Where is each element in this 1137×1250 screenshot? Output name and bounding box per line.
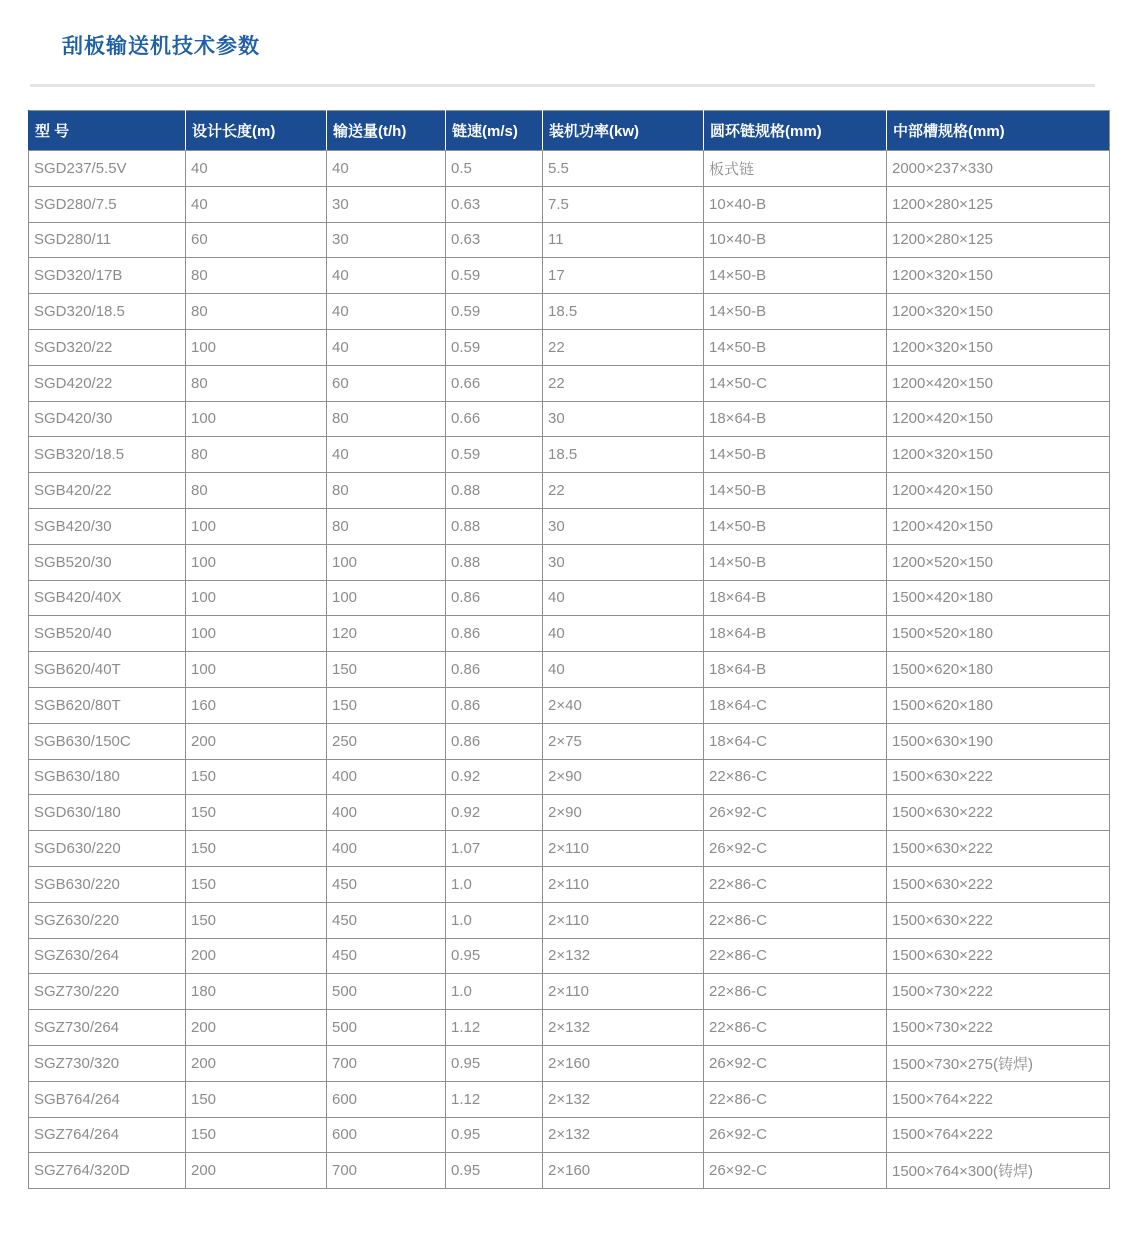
table-cell: SGD280/7.5 xyxy=(29,186,186,222)
table-row xyxy=(29,795,1110,831)
table-cell: 22 xyxy=(543,473,704,509)
table-row xyxy=(29,616,1110,652)
table-cell: 400 xyxy=(327,831,446,867)
table-cell: 1.0 xyxy=(446,866,543,902)
table-cell: SGD420/30 xyxy=(29,401,186,437)
table-cell: 1500×520×180 xyxy=(887,616,1110,652)
table-cell: 2×90 xyxy=(543,795,704,831)
table-cell: 1200×520×150 xyxy=(887,544,1110,580)
table-cell: 200 xyxy=(186,938,327,974)
table-cell: 2×132 xyxy=(543,1081,704,1117)
table-cell: 14×50-B xyxy=(704,329,887,365)
table-cell: 0.59 xyxy=(446,258,543,294)
table-cell: 150 xyxy=(327,687,446,723)
table-row xyxy=(29,437,1110,473)
header-cell: 中部槽规格(mm) xyxy=(887,111,1110,151)
title-divider xyxy=(30,84,1095,87)
table-cell: SGB420/30 xyxy=(29,508,186,544)
table-cell: 18×64-C xyxy=(704,723,887,759)
table-cell: SGB630/150C xyxy=(29,723,186,759)
table-cell: 100 xyxy=(186,616,327,652)
table-row xyxy=(29,687,1110,723)
table-cell: 60 xyxy=(186,222,327,258)
table-row xyxy=(29,222,1110,258)
table-cell: SGB620/40T xyxy=(29,652,186,688)
table-cell: 1200×420×150 xyxy=(887,401,1110,437)
table-cell: 1500×630×222 xyxy=(887,831,1110,867)
table-cell: SGD320/22 xyxy=(29,329,186,365)
table-row xyxy=(29,365,1110,401)
table-cell: 30 xyxy=(327,186,446,222)
table-cell: 80 xyxy=(327,508,446,544)
table-cell: 150 xyxy=(186,831,327,867)
table-cell: 22 xyxy=(543,329,704,365)
table-cell: 100 xyxy=(186,652,327,688)
table-cell: 14×50-B xyxy=(704,294,887,330)
table-cell: 80 xyxy=(327,401,446,437)
table-cell: 40 xyxy=(327,258,446,294)
table-cell: SGZ764/264 xyxy=(29,1117,186,1153)
table-cell: 40 xyxy=(327,437,446,473)
header-cell: 链速(m/s) xyxy=(446,111,543,151)
header-cell: 设计长度(m) xyxy=(186,111,327,151)
table-cell: 0.95 xyxy=(446,1153,543,1189)
table-cell: 100 xyxy=(186,329,327,365)
table-cell: 0.59 xyxy=(446,294,543,330)
header-cell: 输送量(t/h) xyxy=(327,111,446,151)
table-cell: 200 xyxy=(186,723,327,759)
table-cell: 40 xyxy=(186,186,327,222)
table-cell: 450 xyxy=(327,866,446,902)
table-cell: 120 xyxy=(327,616,446,652)
table-cell: 22 xyxy=(543,365,704,401)
spec-table xyxy=(28,110,1110,1189)
table-cell: SGZ730/264 xyxy=(29,1010,186,1046)
table-cell: 150 xyxy=(186,902,327,938)
table-row xyxy=(29,831,1110,867)
table-cell: 700 xyxy=(327,1153,446,1189)
table-cell: 30 xyxy=(543,508,704,544)
table-cell: 0.95 xyxy=(446,1117,543,1153)
table-cell: SGB630/220 xyxy=(29,866,186,902)
table-cell: 40 xyxy=(327,151,446,187)
table-row xyxy=(29,723,1110,759)
table-row xyxy=(29,473,1110,509)
table-cell: 0.95 xyxy=(446,938,543,974)
table-cell: SGB320/18.5 xyxy=(29,437,186,473)
table-row xyxy=(29,1153,1110,1189)
table-cell: 2×90 xyxy=(543,759,704,795)
page-title: 刮板输送机技术参数 xyxy=(62,35,260,58)
table-cell: SGD630/220 xyxy=(29,831,186,867)
table-cell: 0.92 xyxy=(446,795,543,831)
table-cell: 1500×764×300(铸焊) xyxy=(887,1153,1110,1189)
table-cell: SGD630/180 xyxy=(29,795,186,831)
table-cell: SGB764/264 xyxy=(29,1081,186,1117)
table-cell: 30 xyxy=(327,222,446,258)
table-row xyxy=(29,974,1110,1010)
table-cell: 80 xyxy=(186,294,327,330)
table-row xyxy=(29,258,1110,294)
table-cell: 7.5 xyxy=(543,186,704,222)
table-cell: 22×86-C xyxy=(704,1081,887,1117)
header-cell: 装机功率(kw) xyxy=(543,111,704,151)
table-cell: 14×50-B xyxy=(704,544,887,580)
table-cell: 0.88 xyxy=(446,508,543,544)
header-row xyxy=(29,111,1110,151)
table-cell: 26×92-C xyxy=(704,1117,887,1153)
table-cell: 0.59 xyxy=(446,329,543,365)
table-cell: 14×50-B xyxy=(704,473,887,509)
table-cell: SGZ730/320 xyxy=(29,1045,186,1081)
table-cell: 1200×320×150 xyxy=(887,437,1110,473)
table-row xyxy=(29,652,1110,688)
table-cell: 22×86-C xyxy=(704,1010,887,1046)
table-row xyxy=(29,544,1110,580)
table-cell: 0.66 xyxy=(446,365,543,401)
table-cell: 500 xyxy=(327,974,446,1010)
table-cell: 18×64-C xyxy=(704,687,887,723)
table-cell: 200 xyxy=(186,1153,327,1189)
table-cell: 0.59 xyxy=(446,437,543,473)
table-cell: 18.5 xyxy=(543,294,704,330)
table-row xyxy=(29,186,1110,222)
table-cell: 100 xyxy=(327,580,446,616)
table-cell: 14×50-C xyxy=(704,365,887,401)
table-cell: 10×40-B xyxy=(704,222,887,258)
table-cell: 60 xyxy=(327,365,446,401)
table-cell: 200 xyxy=(186,1010,327,1046)
table-cell: 100 xyxy=(186,401,327,437)
table-cell: 2×75 xyxy=(543,723,704,759)
table-cell: 1500×630×222 xyxy=(887,902,1110,938)
table-cell: SGZ730/220 xyxy=(29,974,186,1010)
table-cell: 500 xyxy=(327,1010,446,1046)
table-cell: 5.5 xyxy=(543,151,704,187)
table-cell: 1.0 xyxy=(446,902,543,938)
table-cell: 400 xyxy=(327,759,446,795)
table-cell: SGB520/40 xyxy=(29,616,186,652)
table-cell: SGZ764/320D xyxy=(29,1153,186,1189)
table-cell: 2×132 xyxy=(543,938,704,974)
table-cell: 160 xyxy=(186,687,327,723)
table-cell: SGB420/22 xyxy=(29,473,186,509)
table-cell: 2×132 xyxy=(543,1117,704,1153)
table-cell: 2000×237×330 xyxy=(887,151,1110,187)
table-cell: 0.66 xyxy=(446,401,543,437)
table-cell: 26×92-C xyxy=(704,795,887,831)
table-cell: 0.86 xyxy=(446,723,543,759)
table-cell: 26×92-C xyxy=(704,1045,887,1081)
table-cell: 2×160 xyxy=(543,1045,704,1081)
table-cell: 1200×320×150 xyxy=(887,294,1110,330)
table-cell: 30 xyxy=(543,544,704,580)
table-cell: 40 xyxy=(543,616,704,652)
table-cell: 1.0 xyxy=(446,974,543,1010)
table-row xyxy=(29,329,1110,365)
table-cell: 1.12 xyxy=(446,1081,543,1117)
table-row xyxy=(29,866,1110,902)
table-cell: 26×92-C xyxy=(704,1153,887,1189)
table-cell: 14×50-B xyxy=(704,258,887,294)
table-cell: 0.95 xyxy=(446,1045,543,1081)
table-cell: 1200×420×150 xyxy=(887,508,1110,544)
table-cell: 0.86 xyxy=(446,580,543,616)
table-cell: 150 xyxy=(186,1081,327,1117)
table-cell: 18×64-B xyxy=(704,652,887,688)
table-cell: SGZ630/264 xyxy=(29,938,186,974)
table-cell: 18.5 xyxy=(543,437,704,473)
table-cell: 1500×620×180 xyxy=(887,652,1110,688)
table-cell: 1500×630×222 xyxy=(887,938,1110,974)
table-cell: 1500×630×222 xyxy=(887,759,1110,795)
table-cell: 17 xyxy=(543,258,704,294)
table-cell: 600 xyxy=(327,1081,446,1117)
table-cell: 22×86-C xyxy=(704,938,887,974)
table-cell: SGB520/30 xyxy=(29,544,186,580)
table-row xyxy=(29,902,1110,938)
table-row xyxy=(29,401,1110,437)
table-cell: 100 xyxy=(186,580,327,616)
table-cell: 40 xyxy=(327,294,446,330)
table-cell: 0.5 xyxy=(446,151,543,187)
table-cell: 1500×620×180 xyxy=(887,687,1110,723)
table-row xyxy=(29,938,1110,974)
table-cell: 1500×630×190 xyxy=(887,723,1110,759)
table-cell: 18×64-B xyxy=(704,616,887,652)
table-row xyxy=(29,508,1110,544)
table-cell: 80 xyxy=(186,365,327,401)
table-cell: 1200×280×125 xyxy=(887,222,1110,258)
table-cell: 80 xyxy=(327,473,446,509)
table-cell: 1500×730×222 xyxy=(887,974,1110,1010)
table-cell: 26×92-C xyxy=(704,831,887,867)
table-cell: 1200×320×150 xyxy=(887,329,1110,365)
table-cell: 2×160 xyxy=(543,1153,704,1189)
table-cell: 11 xyxy=(543,222,704,258)
table-cell: 1500×730×222 xyxy=(887,1010,1110,1046)
table-cell: 40 xyxy=(186,151,327,187)
table-cell: 2×110 xyxy=(543,902,704,938)
table-cell: 150 xyxy=(186,866,327,902)
table-cell: 1200×420×150 xyxy=(887,473,1110,509)
table-cell: 10×40-B xyxy=(704,186,887,222)
table-cell: 22×86-C xyxy=(704,759,887,795)
table-cell: 80 xyxy=(186,437,327,473)
table-cell: 400 xyxy=(327,795,446,831)
table-cell: 2×110 xyxy=(543,831,704,867)
table-cell: 板式链 xyxy=(704,151,887,187)
table-cell: 2×132 xyxy=(543,1010,704,1046)
table-cell: 250 xyxy=(327,723,446,759)
table-cell: 150 xyxy=(186,795,327,831)
table-cell: 150 xyxy=(186,1117,327,1153)
table-cell: 1200×420×150 xyxy=(887,365,1110,401)
table-cell: 1200×280×125 xyxy=(887,186,1110,222)
table-cell: 1500×630×222 xyxy=(887,866,1110,902)
table-cell: 100 xyxy=(186,508,327,544)
table-cell: 450 xyxy=(327,938,446,974)
table-cell: 0.86 xyxy=(446,687,543,723)
table-cell: 80 xyxy=(186,258,327,294)
table-cell: 1.12 xyxy=(446,1010,543,1046)
table-cell: 14×50-B xyxy=(704,508,887,544)
table-cell: 0.86 xyxy=(446,616,543,652)
table-cell: 1500×630×222 xyxy=(887,795,1110,831)
table-cell: 40 xyxy=(327,329,446,365)
table-cell: 22×86-C xyxy=(704,902,887,938)
table-cell: SGZ630/220 xyxy=(29,902,186,938)
table-cell: 22×86-C xyxy=(704,866,887,902)
table-cell: 2×40 xyxy=(543,687,704,723)
table-cell: 80 xyxy=(186,473,327,509)
table-row xyxy=(29,1117,1110,1153)
table-cell: 1500×730×275(铸焊) xyxy=(887,1045,1110,1081)
table-cell: SGD320/18.5 xyxy=(29,294,186,330)
table-cell: 100 xyxy=(327,544,446,580)
table-cell: SGD237/5.5V xyxy=(29,151,186,187)
table-cell: SGB420/40X xyxy=(29,580,186,616)
table-cell: 0.63 xyxy=(446,222,543,258)
table-row xyxy=(29,1010,1110,1046)
table-cell: 150 xyxy=(327,652,446,688)
table-cell: 0.92 xyxy=(446,759,543,795)
table-cell: 0.63 xyxy=(446,186,543,222)
table-cell: SGD320/17B xyxy=(29,258,186,294)
table-cell: 200 xyxy=(186,1045,327,1081)
table-cell: 1.07 xyxy=(446,831,543,867)
table-cell: 0.86 xyxy=(446,652,543,688)
header-cell: 型 号 xyxy=(29,111,186,151)
table-cell: 0.88 xyxy=(446,544,543,580)
table-cell: 14×50-B xyxy=(704,437,887,473)
table-cell: SGD420/22 xyxy=(29,365,186,401)
table-cell: SGB630/180 xyxy=(29,759,186,795)
table-row xyxy=(29,759,1110,795)
table-cell: 450 xyxy=(327,902,446,938)
table-cell: 40 xyxy=(543,580,704,616)
table-row xyxy=(29,1045,1110,1081)
table-cell: 700 xyxy=(327,1045,446,1081)
table-cell: 100 xyxy=(186,544,327,580)
header-cell: 圆环链规格(mm) xyxy=(704,111,887,151)
table-row xyxy=(29,1081,1110,1117)
table-body xyxy=(29,151,1110,1189)
table-row xyxy=(29,151,1110,187)
table-cell: 22×86-C xyxy=(704,974,887,1010)
table-cell: SGD280/11 xyxy=(29,222,186,258)
table-cell: 1500×764×222 xyxy=(887,1117,1110,1153)
table-cell: 600 xyxy=(327,1117,446,1153)
table-cell: 1500×764×222 xyxy=(887,1081,1110,1117)
table-cell: 1200×320×150 xyxy=(887,258,1110,294)
table-cell: 18×64-B xyxy=(704,401,887,437)
table-cell: 180 xyxy=(186,974,327,1010)
table-cell: 2×110 xyxy=(543,974,704,1010)
table-cell: 150 xyxy=(186,759,327,795)
table-cell: SGB620/80T xyxy=(29,687,186,723)
table-cell: 30 xyxy=(543,401,704,437)
table-cell: 2×110 xyxy=(543,866,704,902)
table-cell: 1500×420×180 xyxy=(887,580,1110,616)
table-cell: 40 xyxy=(543,652,704,688)
table-row xyxy=(29,294,1110,330)
table-row xyxy=(29,580,1110,616)
table-cell: 18×64-B xyxy=(704,580,887,616)
table-cell: 0.88 xyxy=(446,473,543,509)
